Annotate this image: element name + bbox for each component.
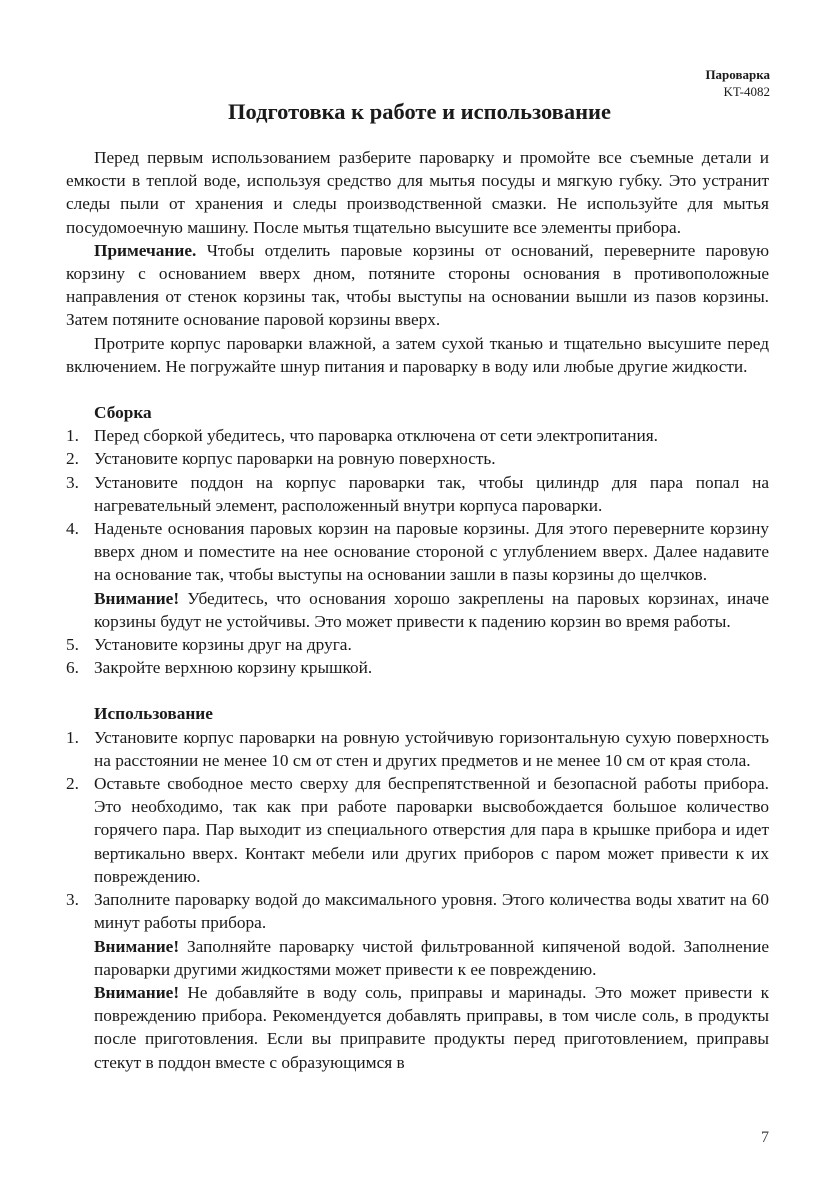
page-title: Подготовка к работе и использование	[227, 99, 611, 124]
care-paragraph: Протрите корпус пароварки влажной, а затем сухой тканью и тщательно высушите перед включением. Не погружайте шнур питания и пароварку в воду или любые другие жидкости.	[66, 333, 769, 376]
list-item: 2. Установите корпус пароварки на ровную поверхность.	[66, 449, 496, 469]
running-header	[705, 66, 770, 100]
usage-heading: Использование	[94, 704, 213, 724]
list-item: 1. Установите корпус пароварки на ровную устойчивую горизонтальную сухую поверхность на расстоянии не менее 10 см от стен и других предметов и не менее 10 см от края стола.	[66, 727, 769, 770]
list-item: 3. Установите поддон на корпус пароварки так, чтобы цилиндр для пара попал на нагревательный элемент, расположенный внутри корпуса пароварки.	[66, 472, 769, 515]
usage-list	[66, 726, 769, 1074]
warning-label: Внимание!	[94, 936, 180, 956]
intro-paragraph: Перед первым использованием разберите пароварку и промойте все съемные детали и емкости в теплой воде, используя средство для мытья посуды и мягкую губку. Это устранит следы пыли от хранения и следы производственной смазки. Не используйте для мытья посудомоечную машину. После мытья тщательно высушите все элементы прибора.	[66, 148, 769, 237]
warning-label: Внимание!	[94, 588, 180, 608]
header-model: KT-4082	[723, 84, 770, 99]
list-item: 2. Оставьте свободное место сверху для беспрепятственной и безопасной работы прибора. Это необходимо, так как при работе пароварки высвобождается большое количество горячего пара. Пар выходит из специального отверстия для пара в крышке прибора и идет вертикально вверх. Контакт мебели или других приборов с паром может привести к их повреждению.	[66, 774, 769, 886]
usage-warning-salt: Внимание! Не добавляйте в воду соль, приправы и маринады. Это может привести к повреждению прибора. Рекомендуется добавлять приправы, в том числе соль, в продукты после приготовления. Если вы приправите продукты перед приготовлением, приправы стекут в поддон вместе с образующимся в	[94, 982, 769, 1072]
warning-label: Внимание!	[94, 982, 180, 1002]
assembly-warning: Внимание! Убедитесь, что основания хорошо закреплены на паровых корзинах, иначе корзины будут не устойчивы. Это может привести к падению корзин во время работы.	[94, 588, 769, 631]
note-label: Примечание.	[94, 240, 197, 260]
assembly-heading: Сборка	[94, 403, 152, 423]
usage-warning-water: Внимание! Заполняйте пароварку чистой фильтрованной кипяченой водой. Заполнение пароварки другими жидкостями может привести к ее повреждению.	[94, 936, 769, 979]
note-paragraph: Примечание. Чтобы отделить паровые корзины от оснований, переверните паровую корзину с основанием вверх дном, потяните стороны основания в противоположные направления от стенок корзины так, чтобы выступы на основании вышли из пазов корзины. Затем потяните основание паровой корзины вверх.	[66, 240, 769, 330]
list-item: 5. Установите корзины друг на друга.	[66, 635, 352, 655]
header-brand: Пароварка	[705, 67, 770, 82]
assembly-list	[66, 424, 769, 679]
list-item: 3. Заполните пароварку водой до максимального уровня. Этого количества воды хватит на 60 минут работы прибора.	[66, 890, 769, 933]
list-item: 6. Закройте верхнюю корзину крышкой.	[66, 658, 373, 678]
page-body	[66, 146, 769, 1074]
list-item: 4. Наденьте основания паровых корзин на паровые корзины. Для этого переверните корзину вверх дном и поместите на нее основание стороной с углублением вверх. Далее надавите на основание так, чтобы выступы на основании зашли в пазы корзины до щелчков.	[66, 519, 769, 585]
list-item: 1. Перед сборкой убедитесь, что пароварка отключена от сети электропитания.	[66, 426, 658, 446]
page-number: 7	[761, 1129, 769, 1146]
